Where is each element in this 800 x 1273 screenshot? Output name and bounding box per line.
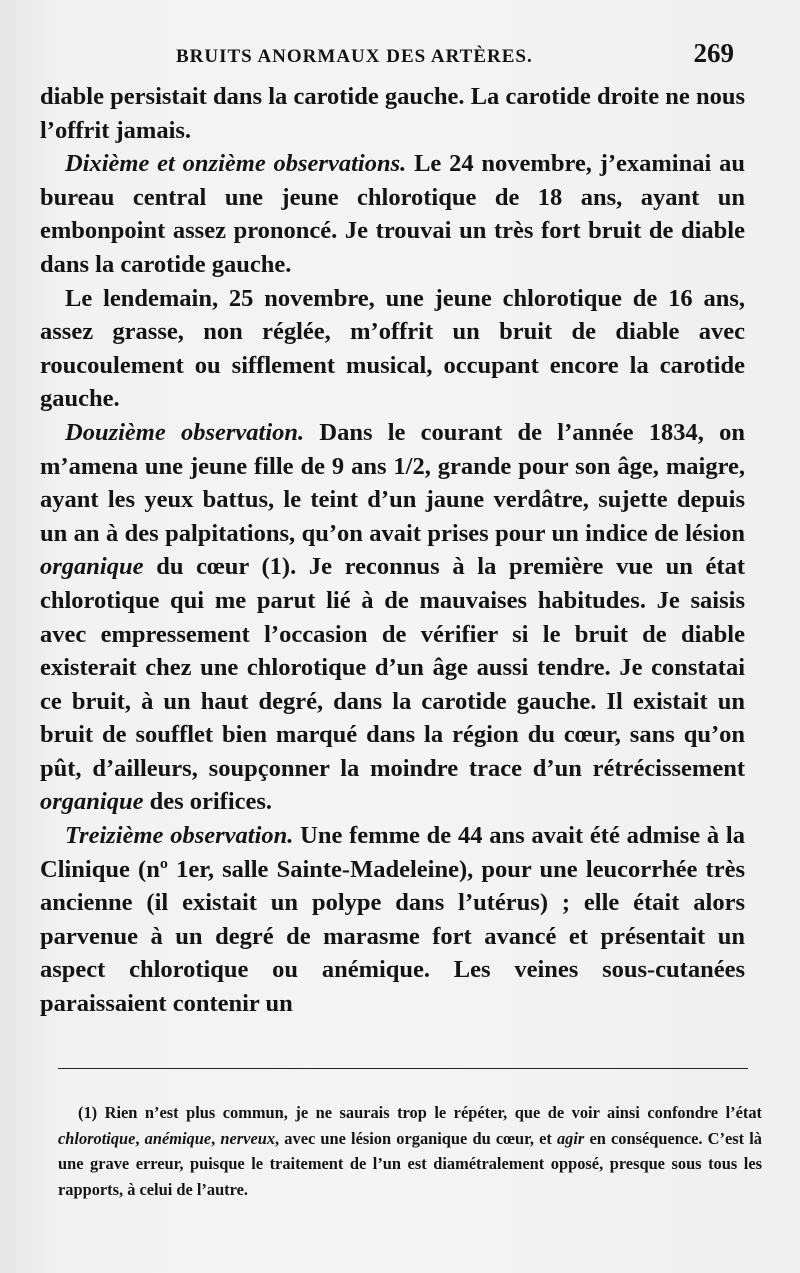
paragraph-text: diable persistait dans la carotide gauche. La carotide droite ne nous l’offrit jamais. <box>40 83 745 144</box>
footnote-segment: , <box>135 1128 145 1148</box>
paragraph-next-day <box>40 282 745 416</box>
paragraph-text: Le 24 novembre, j’examinai au bureau central une jeune chlorotique de 18 ans, ayant un embonpoint assez prononcé. Je trouvai un très fort bruit de diable dans la carotide gauche. <box>40 150 745 278</box>
paragraph-text: des orifices. <box>143 788 273 816</box>
page-header <box>40 40 740 74</box>
italic-word: organique <box>40 788 144 816</box>
observation-heading: Dixième et onzième observations. <box>65 150 407 178</box>
observation-heading: Treizième observation. <box>65 822 294 850</box>
paragraph-continuation <box>40 80 745 147</box>
italic-word: nerveux <box>220 1128 276 1148</box>
footnote-segment: (1) Rien n’est plus commun, je ne saurais trop le répéter, que de voir ainsi confondre l’état <box>78 1103 762 1122</box>
footnote <box>58 1100 762 1202</box>
page-number: 269 <box>693 38 734 68</box>
running-title: BRUITS ANORMAUX DES ARTÈRES. <box>176 46 533 67</box>
italic-word: agir <box>556 1128 585 1148</box>
footnote-segment: , <box>211 1128 221 1148</box>
footnote-segment: en conséquence. C’est là une grave erreur, puisque le traitement de l’un est diamétralement opposé, presque sous tous les rapports, à celui de l’autre. <box>58 1128 762 1199</box>
italic-word: organique <box>40 553 144 581</box>
paragraph-observation-10-11 <box>40 147 745 281</box>
observation-heading: Douzième observation. <box>65 418 305 446</box>
footnote-text <box>58 1100 762 1202</box>
italic-word: chlorotique <box>58 1128 136 1148</box>
footnote-separator <box>58 1068 748 1069</box>
body-text <box>40 80 745 1021</box>
italic-word: anémique <box>144 1128 212 1148</box>
paragraph-observation-13 <box>40 819 745 1021</box>
paragraph-observation-12 <box>40 416 745 819</box>
paragraph-text: du cœur (1). Je reconnus à la première vue un état chlorotique qui me parut lié à de mauvaises habitudes. Je saisis avec empressement l’occasion de vérifier si le bruit de diable existerait chez une chlorotique d’un âge aussi tendre. Je constatai ce bruit, à un haut degré, dans la carotide gauche. Il existait un bruit de soufflet bien marqué dans la région du cœur, sans qu’on pût, d’ailleurs, soupçonner la moindre trace d’un rétrécissement <box>40 553 745 782</box>
paragraph-text: Une femme de 44 ans avait été admise à la Clinique (nº 1er, salle Sainte-Madeleine), pour une leucorrhée très ancienne (il existait un polype dans l’utérus) ; elle était alors parvenue à un degré de marasme fort avancé et présentait un aspect chlorotique ou anémique. Les veines sous-cutanées paraissaient contenir un <box>40 822 745 1018</box>
footnote-segment: , avec une lésion organique du cœur, et <box>275 1128 557 1148</box>
paragraph-text: Le lendemain, 25 novembre, une jeune chlorotique de 16 ans, assez grasse, non réglée, m’offrit un bruit de diable avec roucoulement ou sifflement musical, occupant encore la carotide gauche. <box>40 284 745 413</box>
paragraph-text: Dans le courant de l’année 1834, on m’amena une jeune fille de 9 ans 1/2, grande pour son âge, maigre, ayant les yeux battus, le teint d’un jaune verdâtre, sujette depuis un an à des palpitations, qu’on avait prises pour un indice de lésion <box>40 418 745 547</box>
